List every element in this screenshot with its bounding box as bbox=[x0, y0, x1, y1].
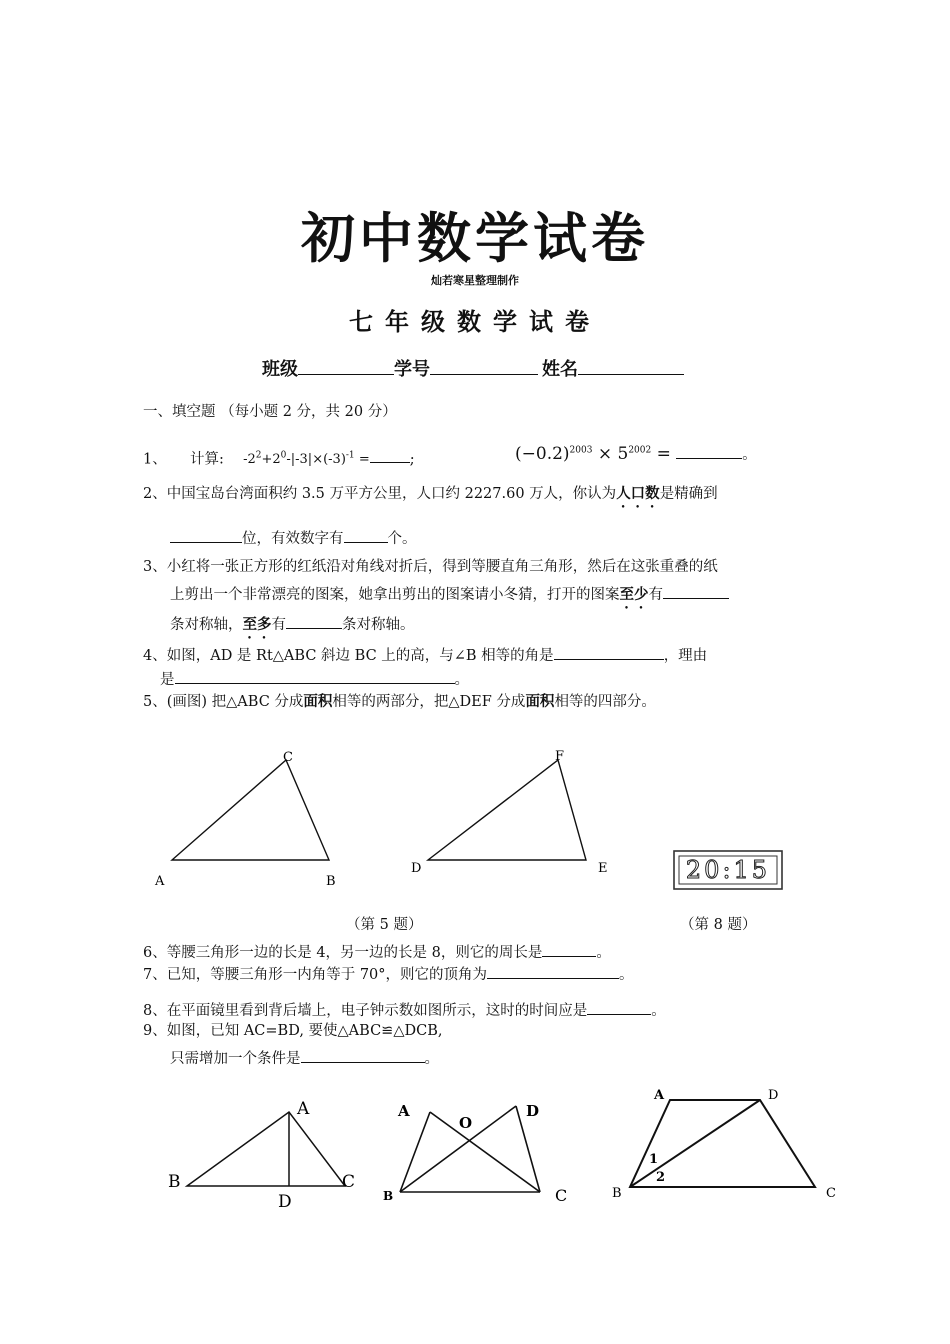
class-field[interactable] bbox=[298, 358, 394, 375]
label-e: E bbox=[598, 861, 608, 876]
q4-answer-blank-1[interactable] bbox=[554, 643, 664, 660]
q1-expression-2: $(-0.2)^{2003} \times 5^{2002}$ = 。 bbox=[515, 444, 757, 464]
q1-expression: $-2^2+2^0-|-3|\times(-3)^{-1}$ = bbox=[243, 451, 370, 468]
q2-emphasis: 人口数 bbox=[616, 485, 660, 502]
figure-row-1 bbox=[0, 740, 950, 940]
q1-number: 1、 bbox=[143, 451, 167, 468]
q1-answer-blank-2[interactable] bbox=[676, 442, 742, 459]
q3-answer-blank-2[interactable] bbox=[286, 612, 342, 629]
clock-display: 20:15 bbox=[685, 856, 771, 884]
exam-title: 七年级数学试卷 bbox=[349, 307, 601, 336]
q8-answer-blank[interactable] bbox=[587, 998, 651, 1015]
fig9a-label-b: B bbox=[168, 1172, 181, 1192]
id-field[interactable] bbox=[430, 358, 538, 375]
label-b: B bbox=[326, 874, 336, 889]
triangle-abc bbox=[172, 760, 329, 860]
question-4: 4、如图，AD 是 Rt△ABC 斜边 BC 上的高，与∠B 相等的角是 ，理由 bbox=[143, 643, 707, 666]
label-c: C bbox=[283, 750, 293, 765]
fig9c-label-b: B bbox=[612, 1186, 622, 1201]
q3-emphasis-max: 至多 bbox=[242, 616, 272, 633]
author-credit: 灿若寒星整理制作 bbox=[431, 274, 519, 287]
label-f: F bbox=[555, 749, 565, 764]
q2-answer-blank-1[interactable] bbox=[170, 526, 242, 543]
fig9b-label-o: O bbox=[459, 1114, 473, 1132]
question-2: 2、中国宝岛台湾面积约 3.5 万平方公里，人口约 2227.60 万人，你认为人口数是精确到 bbox=[143, 485, 718, 502]
question-8: 8、在平面镜里看到背后墙上，电子钟示数如图所示，这时的时间应是 。 bbox=[143, 998, 666, 1021]
figure-right-triangle bbox=[187, 1112, 345, 1186]
figure-row-2 bbox=[0, 1080, 950, 1230]
fig9c-angle-1: 1 bbox=[649, 1152, 659, 1167]
student-info-row bbox=[262, 355, 684, 381]
question-3: 3、小红将一张正方形的红纸沿对角线对折后，得到等腰直角三角形，然后在这张重叠的纸 bbox=[143, 559, 718, 575]
label-d: D bbox=[411, 861, 422, 876]
figure-5-caption: （第 5 题） bbox=[346, 917, 423, 933]
fig9c-label-c: C bbox=[826, 1186, 836, 1201]
section-heading: 一、填空题 （每小题 2 分，共 20 分） bbox=[143, 404, 397, 420]
fig9a-label-d: D bbox=[278, 1192, 292, 1212]
fig9c-label-a: A bbox=[654, 1088, 665, 1103]
name-field[interactable] bbox=[578, 358, 684, 375]
q3-emphasis-min: 至少 bbox=[619, 586, 649, 603]
q1-label: 计算: bbox=[189, 451, 224, 468]
q7-answer-blank[interactable] bbox=[487, 962, 619, 979]
fig9a-label-a: A bbox=[297, 1099, 310, 1119]
fig9a-label-c: C bbox=[342, 1172, 356, 1192]
question-9: 9、如图，已知 AC=BD, 要使△ABC≌△DCB, bbox=[143, 1023, 443, 1039]
q3-answer-blank-1[interactable] bbox=[663, 582, 729, 599]
question-7: 7、已知，等腰三角形一内角等于 70°，则它的顶角为 。 bbox=[143, 962, 634, 985]
question-9-line-2: 只需增加一个条件是 。 bbox=[170, 1046, 439, 1069]
digital-clock bbox=[674, 851, 782, 889]
q6-answer-blank[interactable] bbox=[542, 940, 596, 957]
fig9c-label-d: D bbox=[768, 1088, 779, 1103]
question-3-line-3: 条对称轴，至多有 条对称轴。 bbox=[170, 612, 415, 642]
triangle-def bbox=[428, 760, 586, 860]
question-2-line-2: 位，有效数字有 个。 bbox=[170, 526, 417, 549]
fig9b-label-a: A bbox=[398, 1102, 410, 1120]
q1-answer-blank-1[interactable] bbox=[370, 446, 410, 463]
question-5: 5、(画图) 把△ABC 分成面积相等的两部分，把△DEF 分成面积相等的四部分。 bbox=[143, 693, 656, 710]
fig9b-label-b: B bbox=[383, 1189, 394, 1203]
fig9b-label-c: C bbox=[555, 1186, 568, 1205]
page-title: 初中数学试卷 bbox=[301, 206, 649, 270]
q2-answer-blank-2[interactable] bbox=[344, 526, 388, 543]
question-1 bbox=[143, 446, 415, 470]
question-3-line-2: 上剪出一个非常漂亮的图案，她拿出剪出的图案请小冬猜，打开的图案至少有 bbox=[170, 582, 729, 612]
q4-answer-blank-2[interactable] bbox=[175, 667, 455, 684]
fig9c-angle-2: 2 bbox=[656, 1170, 666, 1185]
q1-separator: ; bbox=[409, 451, 415, 468]
id-label: 学号 bbox=[394, 359, 430, 380]
question-6: 6、等腰三角形一边的长是 4，另一边的长是 8，则它的周长是 。 bbox=[143, 940, 611, 963]
question-4-line-2: 是 。 bbox=[160, 667, 469, 690]
fig9b-label-d: D bbox=[526, 1102, 540, 1120]
label-a: A bbox=[155, 874, 165, 889]
class-label: 班级 bbox=[262, 359, 298, 380]
figure-8-caption: （第 8 题） bbox=[680, 917, 757, 933]
q9-answer-blank[interactable] bbox=[301, 1046, 425, 1063]
name-label: 姓名 bbox=[542, 359, 578, 380]
